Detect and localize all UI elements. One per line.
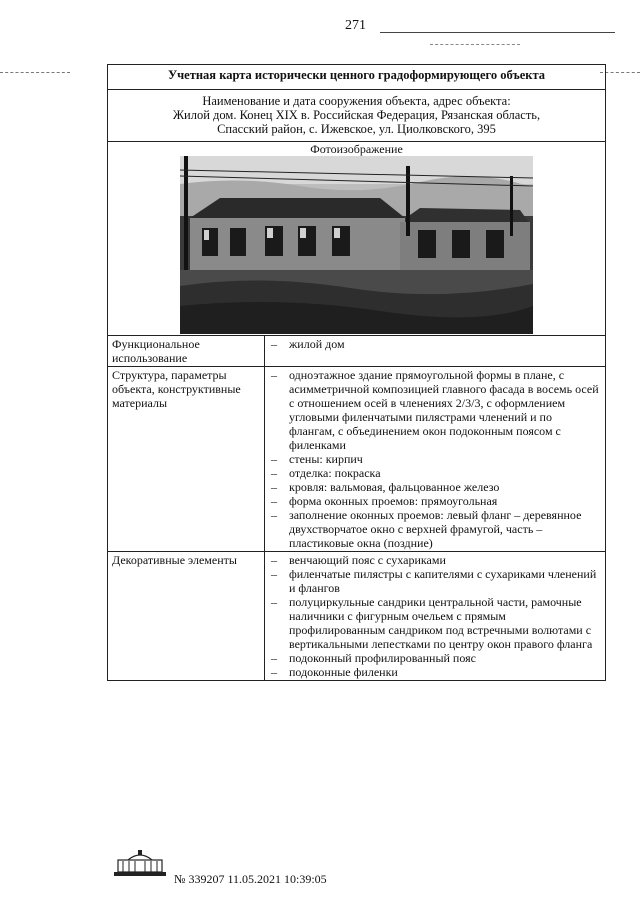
scan-artifact xyxy=(430,44,520,48)
list-item: – заполнение оконных проемов: левый фланг – деревянное двухстворчатое окно с верхней фрамугой, часть – пластиковые окна (поздние) xyxy=(269,508,601,550)
row-values xyxy=(265,552,606,681)
row-label: Структура, параметры объекта, конструктивные материалы xyxy=(108,367,265,552)
list-item: – подоконный профилированный пояс xyxy=(269,651,601,665)
name-line: Жилой дом. Конец XIX в. Российская Федерация, Рязанская область, xyxy=(172,108,541,122)
list-item: – стены: кирпич xyxy=(269,452,601,466)
card-title: Учетная карта исторически ценного градоформирующего объекта xyxy=(108,65,606,90)
government-building-stamp-icon xyxy=(112,848,168,878)
object-name-block xyxy=(108,90,606,142)
list-item: – жилой дом xyxy=(269,337,601,351)
row-label: Функциональное использование xyxy=(108,336,265,367)
list-item: – полуциркульные сандрики центральной части, рамочные наличники с фигурным очельем с прямым профилированным сандриком под встречными волютами с вертикальными лепестками по центру окон правого фланга xyxy=(269,595,601,651)
name-line: Спасский район, с. Ижевское, ул. Циолковского, 395 xyxy=(217,122,496,136)
list-item: – венчающий пояс с сухариками xyxy=(269,553,601,567)
scan-artifact xyxy=(0,72,70,73)
list-item: – кровля: вальмовая, фальцованное железо xyxy=(269,480,601,494)
list-item: – подоконные филенки xyxy=(269,665,601,679)
building-photo xyxy=(180,156,533,334)
photo-cell xyxy=(108,142,606,336)
row-values xyxy=(265,336,606,367)
list-item: – отделка: покраска xyxy=(269,466,601,480)
photo-label: Фотоизображение xyxy=(310,142,403,156)
registration-stamp: № 339207 11.05.2021 10:39:05 xyxy=(174,872,327,886)
building-photo-image xyxy=(180,156,533,334)
header-rule xyxy=(380,32,615,33)
row-values xyxy=(265,367,606,552)
name-line: Наименование и дата сооружения объекта, адрес объекта: xyxy=(202,94,511,108)
list-item: – одноэтажное здание прямоугольной формы в плане, с асимметричной композицией главного фасада в восемь осей с отношением осей в членениях 2/3/3, с оформлением угловыми филенчатыми пилястрами членений и по флангам, с объединением окон подоконным поясом с филенками xyxy=(269,368,601,452)
heritage-card-table xyxy=(107,64,606,681)
row-label: Декоративные элементы xyxy=(108,552,265,681)
list-item: – филенчатые пилястры с капителями с сухариками членений и флангов xyxy=(269,567,601,595)
scan-artifact xyxy=(600,72,640,73)
list-item: – форма оконных проемов: прямоугольная xyxy=(269,494,601,508)
page-number: 271 xyxy=(345,18,366,33)
